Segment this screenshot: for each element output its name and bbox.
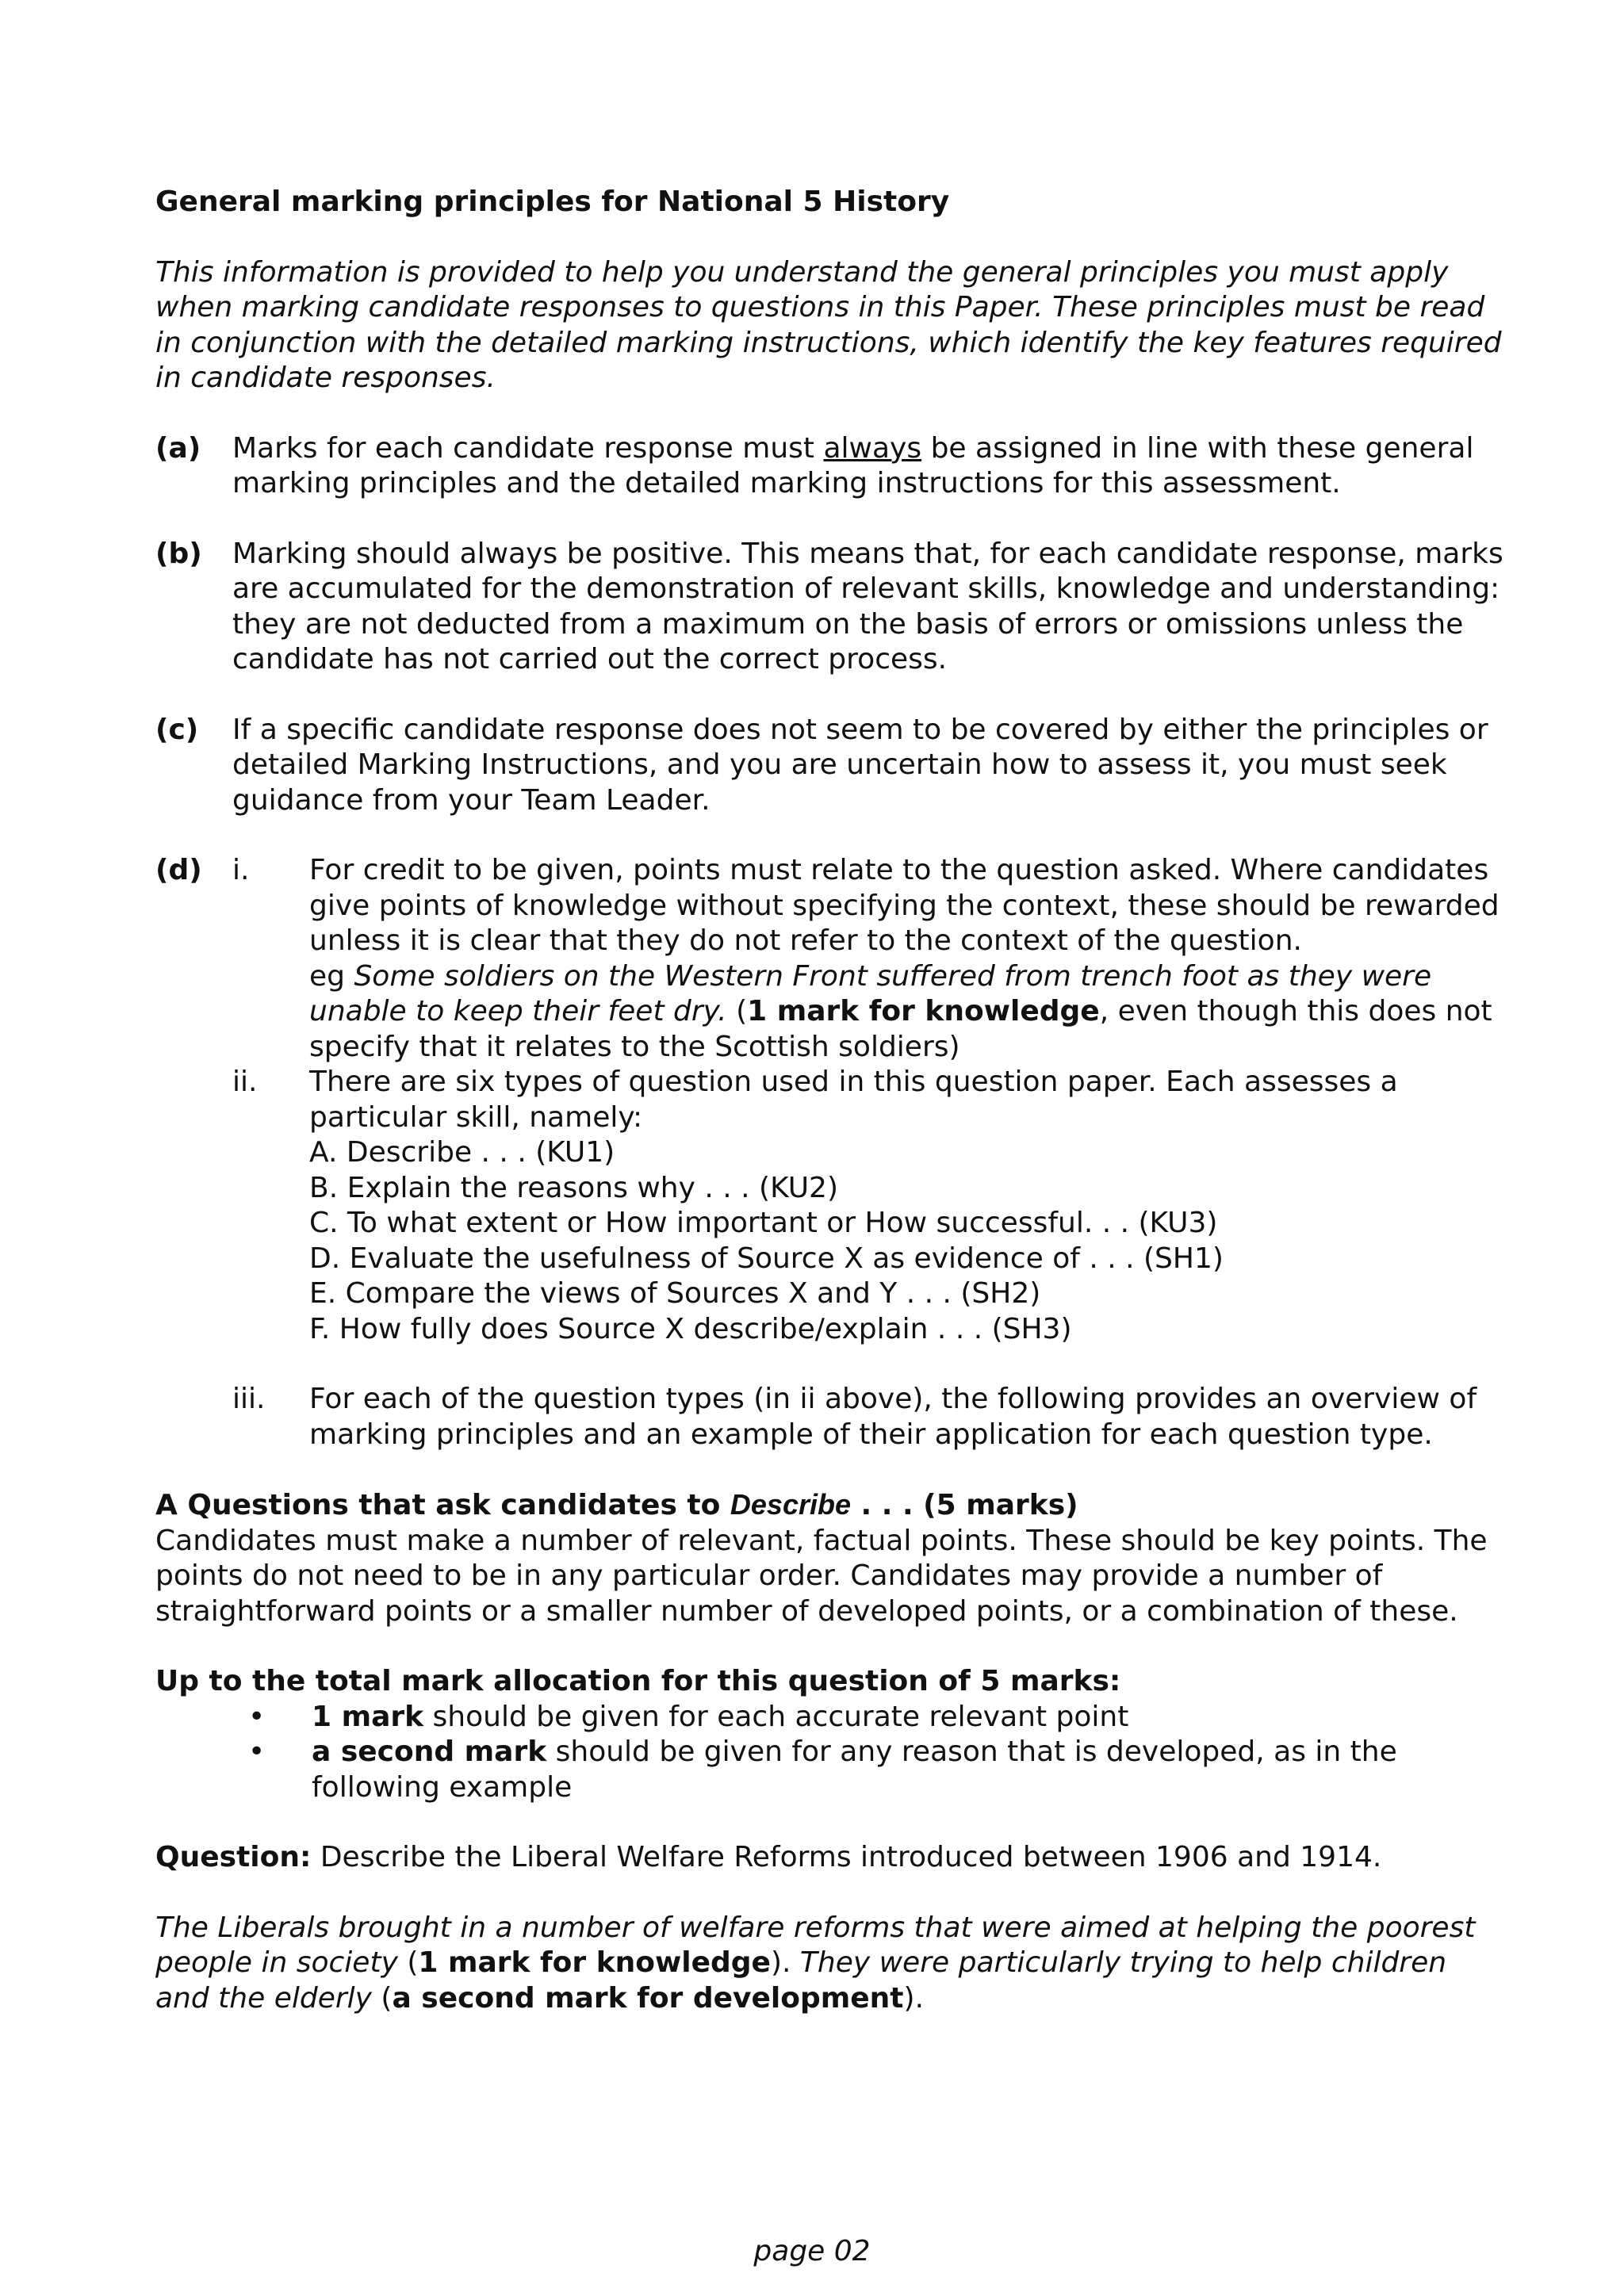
question-line bbox=[155, 1840, 1503, 1876]
eg-italic: Some soldiers on the Western Front suffered from trench foot as they were unable to keep their feet dry. bbox=[309, 959, 1432, 1027]
question-type-e: E. Compare the views of Sources X and Y . . . (SH2) bbox=[309, 1277, 1041, 1310]
principle-d-i bbox=[232, 853, 1503, 1065]
allocation-item-1 bbox=[248, 1700, 1503, 1735]
example-part-2: They were particularly trying to help children and the elderly bbox=[155, 1946, 1447, 2015]
principle-b bbox=[155, 537, 1503, 678]
principle-c-label: (c) bbox=[155, 713, 199, 746]
bullet-1: • bbox=[248, 1700, 266, 1733]
document-body bbox=[155, 185, 1503, 2016]
section-a-body: Candidates must make a number of relevant, factual points. These should be key points. The points do not need to be in any particular order. Candidates may provide a number of straightforward points or a smaller number of developed points, or a combination of these. bbox=[155, 1524, 1488, 1628]
example-part-1: The Liberals brought in a number of welfare reforms that were aimed at helping the poorest people in society bbox=[155, 1911, 1476, 1979]
principle-d-iii-text: For each of the question types (in ii above), the following provides an overview of marking principles and an example of their application for each question type. bbox=[309, 1383, 1477, 1451]
principle-d-i-example bbox=[309, 959, 1503, 1066]
section-a-heading-italic: Describe bbox=[730, 1488, 851, 1521]
example-close-1: ). bbox=[770, 1946, 791, 1979]
principle-a-underlined: always bbox=[823, 431, 922, 465]
section-a-heading-pre: A Questions that ask candidates to bbox=[155, 1489, 730, 1521]
question-text: Describe the Liberal Welfare Reforms introduced between 1906 and 1914. bbox=[311, 1841, 1382, 1873]
example-answer bbox=[155, 1911, 1503, 2017]
allocation-heading: Up to the total mark allocation for this question of 5 marks: bbox=[155, 1665, 1121, 1697]
intro-paragraph: This information is provided to help you understand the general principles you must apply when marking candidate responses to questions in this Paper. These principles must be read in conjunction with the detailed marking instructions, which identify the key features required in candidate responses. bbox=[155, 255, 1502, 394]
section-a-heading bbox=[155, 1487, 1503, 1524]
eg-open: ( bbox=[726, 995, 748, 1027]
principle-d-i-text: For credit to be given, points must relate to the question asked. Where candidates give points of knowledge without specifying the context, these should be rewarded unless it is clear that they do not refer to the context of the question. bbox=[309, 854, 1500, 957]
principle-c bbox=[155, 713, 1503, 819]
page-number: page 02 bbox=[753, 2235, 871, 2267]
allocation-item-2-text: should be given for any reason that is developed, as in the following example bbox=[312, 1735, 1397, 1804]
section-a-heading-post: . . . (5 marks) bbox=[851, 1489, 1078, 1521]
question-label: Question: bbox=[155, 1841, 312, 1873]
question-type-c: C. To what extent or How important or How successful. . . (KU3) bbox=[309, 1207, 1218, 1239]
principle-d-i-number: i. bbox=[232, 854, 250, 886]
eg-bold: 1 mark for knowledge bbox=[747, 995, 1100, 1027]
principle-b-label: (b) bbox=[155, 537, 202, 570]
principle-d bbox=[155, 853, 1503, 1452]
example-open-2: ( bbox=[371, 1981, 393, 2015]
question-type-a: A. Describe . . . (KU1) bbox=[309, 1136, 615, 1169]
principle-a-text-end: be assigned in line with these general marking principles and the detailed marking instructions for this assessment. bbox=[232, 431, 1474, 499]
example-mark-1: 1 mark for knowledge bbox=[418, 1946, 771, 1979]
example-open-1: ( bbox=[397, 1946, 419, 1979]
question-type-d: D. Evaluate the usefulness of Source X as evidence of . . . (SH1) bbox=[309, 1242, 1224, 1275]
principle-d-ii-text: There are six types of question used in this question paper. Each assesses a particular skill, namely: bbox=[309, 1066, 1398, 1134]
page-title: General marking principles for National 5 History bbox=[155, 186, 950, 218]
example-mark-2: a second mark for development bbox=[392, 1981, 904, 2015]
eg-prefix: eg bbox=[309, 959, 354, 993]
principle-a-text-start: Marks for each candidate response must bbox=[232, 431, 824, 465]
example-close-2: ). bbox=[903, 1981, 925, 2015]
principle-d-ii bbox=[232, 1065, 1503, 1347]
principle-a bbox=[155, 431, 1503, 502]
allocation-item-1-text: should be given for each accurate relevant point bbox=[423, 1700, 1129, 1733]
bullet-2: • bbox=[248, 1735, 266, 1768]
principle-c-text: If a specific candidate response does not seem to be covered by either the principles or detailed Marking Instructions, and you are uncertain how to assess it, you must seek guidance from your Team Leader. bbox=[232, 713, 1488, 817]
principle-b-text: Marking should always be positive. This means that, for each candidate response, marks are accumulated for the demonstration of relevant skills, knowledge and understanding: they are not deducted from a maximum on the basis of errors or omissions unless the candidate has not carried out the correct process. bbox=[232, 537, 1503, 675]
principle-d-label: (d) bbox=[155, 854, 202, 886]
allocation-item-1-bold: 1 mark bbox=[312, 1700, 424, 1733]
allocation-item-2 bbox=[248, 1735, 1503, 1805]
principle-a-label: (a) bbox=[155, 431, 201, 465]
principle-d-iii-number: iii. bbox=[232, 1383, 266, 1415]
question-type-b: B. Explain the reasons why . . . (KU2) bbox=[309, 1171, 839, 1204]
eg-rest: , even though this does not specify that it relates to the Scottish soldiers) bbox=[309, 995, 1492, 1063]
principle-d-ii-number: ii. bbox=[232, 1066, 258, 1098]
question-type-f: F. How fully does Source X describe/explain . . . (SH3) bbox=[309, 1312, 1072, 1345]
principle-d-iii bbox=[232, 1382, 1503, 1452]
allocation-list bbox=[155, 1700, 1503, 1806]
allocation-item-2-bold: a second mark bbox=[312, 1735, 547, 1768]
